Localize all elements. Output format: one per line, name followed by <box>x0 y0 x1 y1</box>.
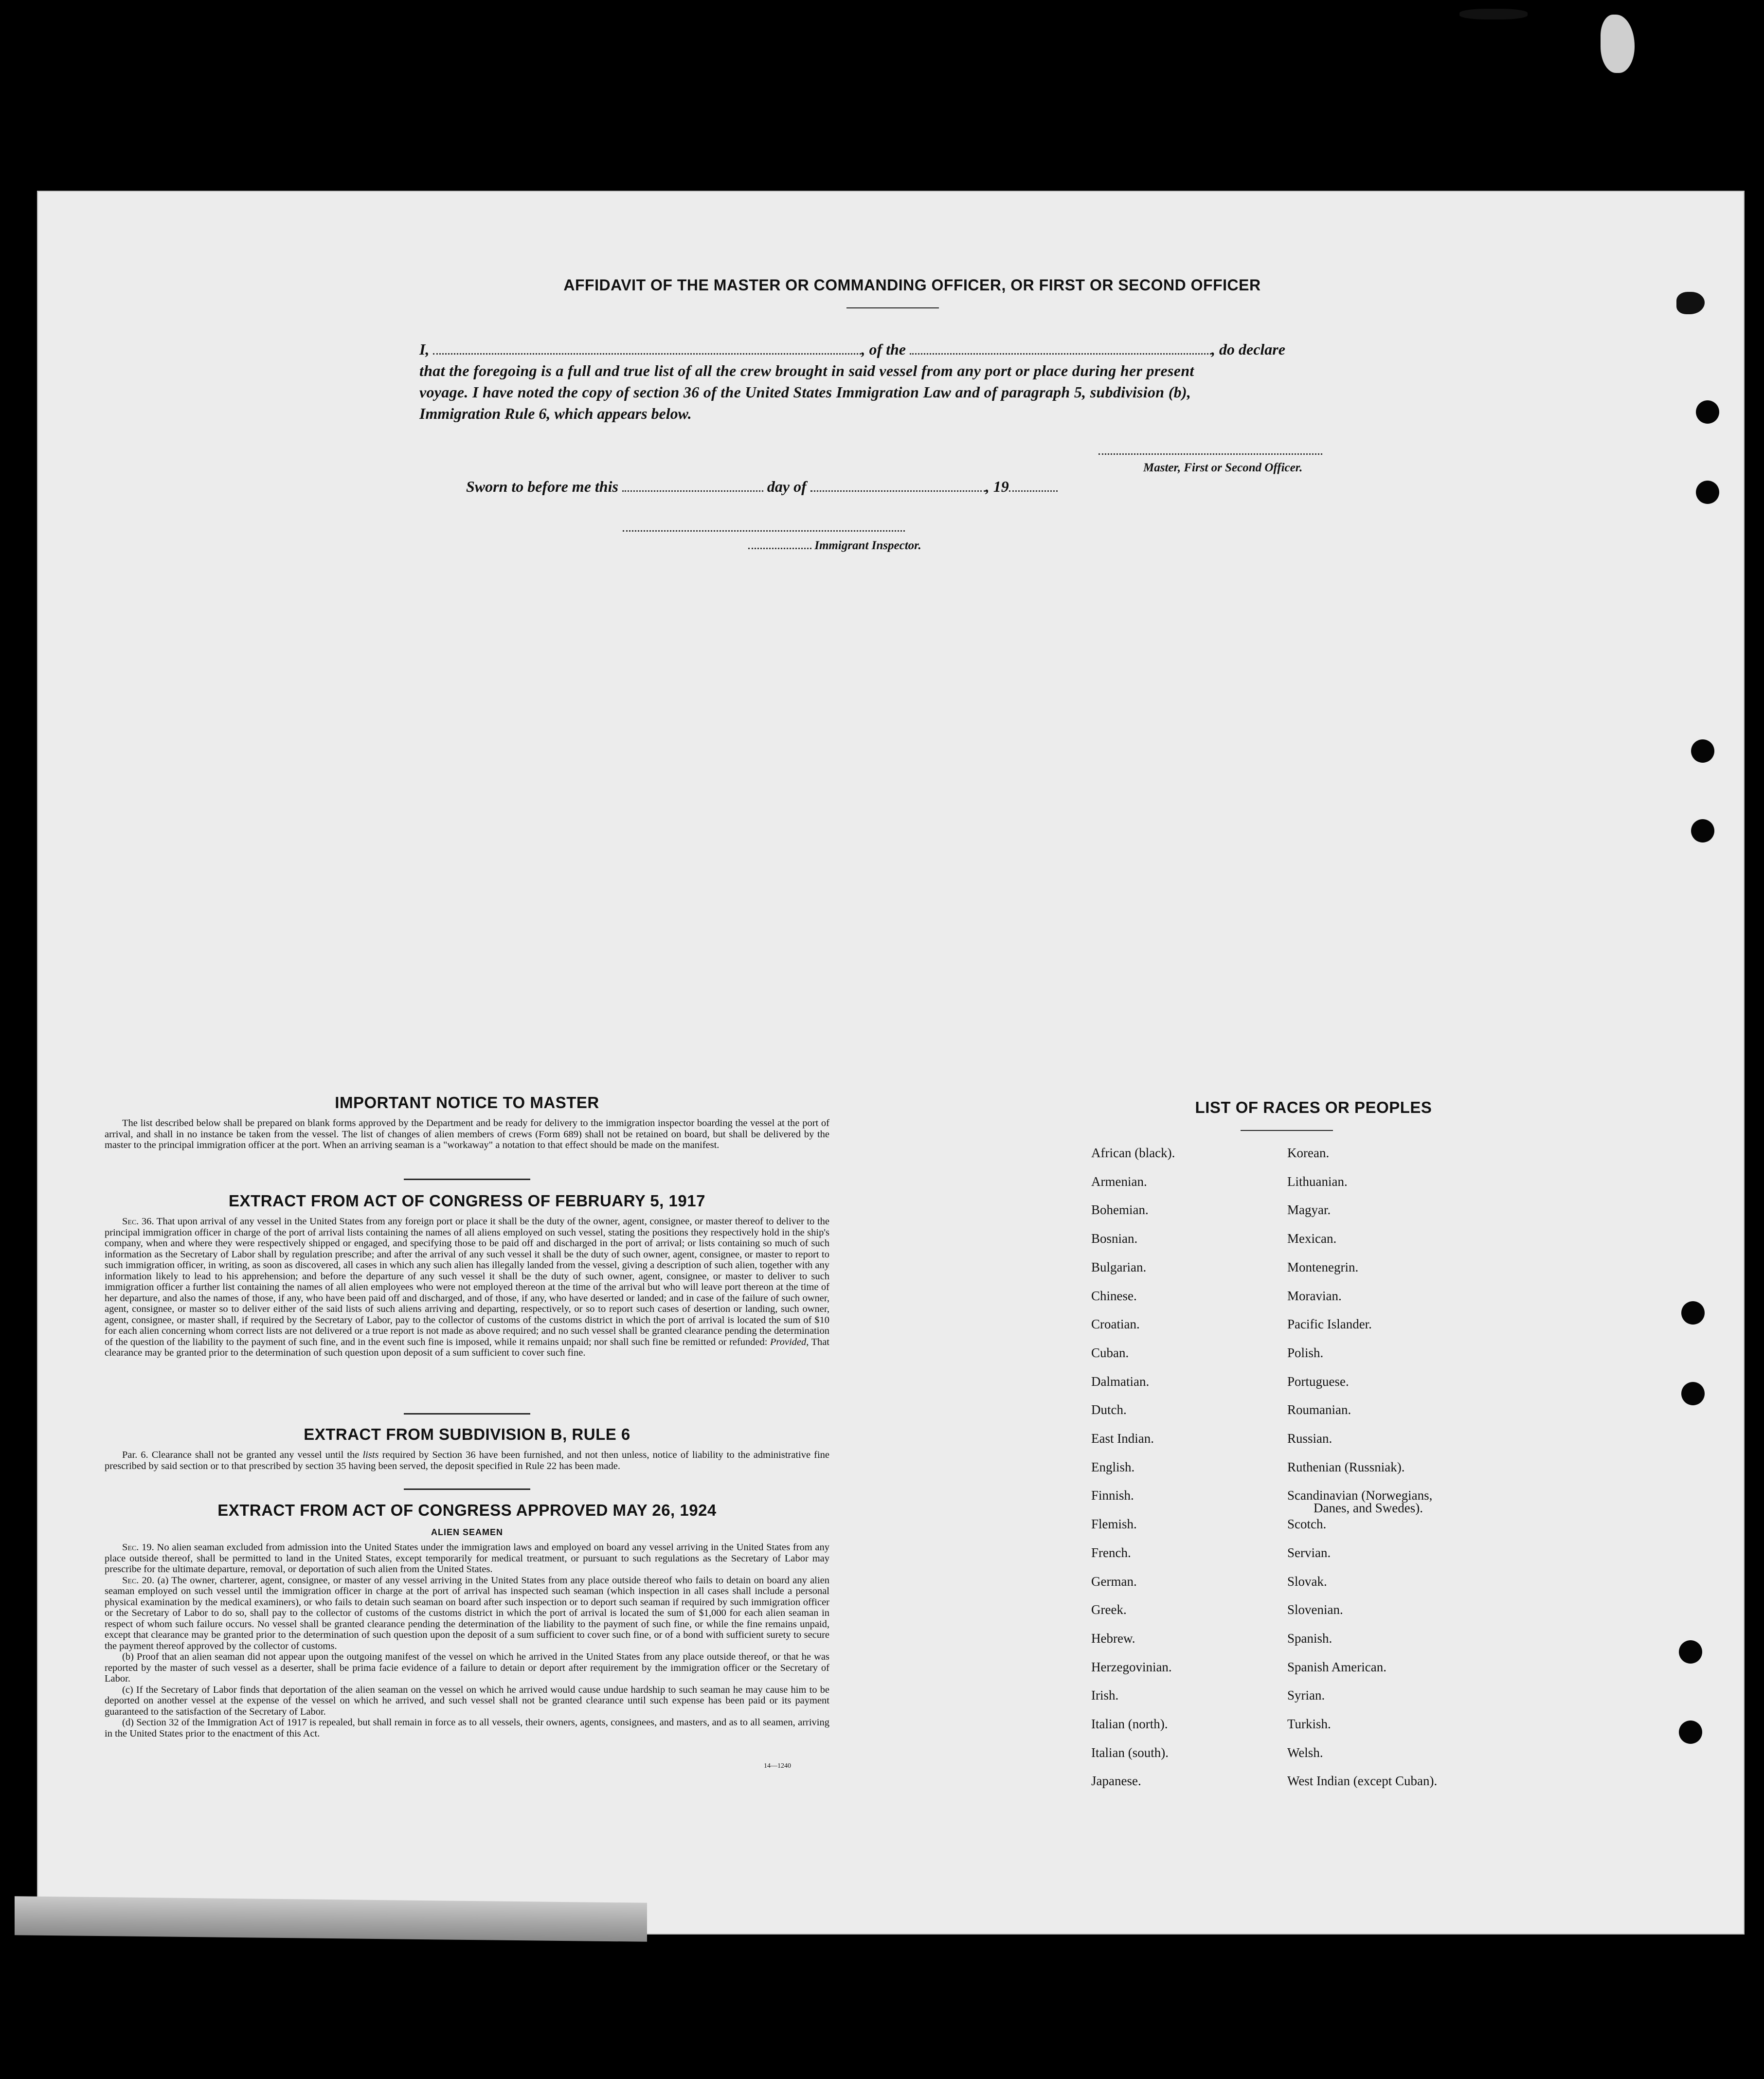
affidavit-title: AFFIDAVIT OF THE MASTER OR COMMANDING OFFICER, OR FIRST OR SECOND OFFICER <box>563 276 1261 294</box>
notice-paragraph: The list described below shall be prepared on blank forms approved by the Department and be ready for delivery to the immigration inspector boarding the vessel at the port of arrival, and shall in no instance be taken from the vessel. The list of changes of alien members of crews (Form 689) shall not be retained on board, but shall be delivered by the master to the principal immigration officer at the port. When an arriving seaman is a "workaway" a notation to that effect should be made on the manifest. <box>105 1118 829 1150</box>
sec36-paragraph <box>105 1216 829 1359</box>
race-item: Slovak. <box>1287 1574 1327 1589</box>
declare-label: , do declare <box>1211 341 1285 358</box>
race-item: Russian. <box>1287 1431 1332 1446</box>
affidavit-line2: that the foregoing is a full and true list of all the crew brought in said vessel from any port or place during her present <box>419 362 1194 379</box>
race-item: Armenian. <box>1091 1174 1147 1189</box>
notice-text <box>105 1118 829 1151</box>
race-item: Montenegrin. <box>1287 1259 1359 1274</box>
provided-label: Provided, <box>770 1336 809 1347</box>
race-item: Flemish. <box>1091 1517 1137 1532</box>
title-rule <box>846 307 939 308</box>
sec20a-text: (a) The owner, charterer, agent, consignee, or master of any vessel arriving in the United States from any place outside thereof who fails to detain on board any alien seaman employed on such vessel until the immigration officer in charge at the port of arrival has inspected such seaman (which inspection in all cases shall include a personal physical examination by the medical examiners), or who fails to detain such seaman on board after such inspection or to deport such seaman if required by such immigration officer or the Secretary of Labor to do so, shall pay to the collector of customs of the customs district in which the port of arrival is located the sum of $1,000 for each alien seaman in respect of whom such failure occurs. No vessel shall be granted clearance pending the determination of the liability to the payment of such fine, or while the fine remains unpaid, except that clearance may be granted prior to the determination of such question upon the deposit of a sum sufficient to cover such fine, or of a bond with sufficient surety to secure the payment thereof approved by the collector of customs. <box>105 1575 829 1651</box>
lists-label: lists <box>362 1450 379 1460</box>
binder-hole-icon <box>1681 1382 1705 1405</box>
race-item: Cuban. <box>1091 1345 1129 1360</box>
binder-hole-icon <box>1696 481 1719 504</box>
race-item: Herzegovinian. <box>1091 1659 1172 1674</box>
binder-hole-icon <box>1679 1640 1702 1664</box>
race-item: Italian (north). <box>1091 1717 1168 1732</box>
race-item: East Indian. <box>1091 1431 1154 1446</box>
sworn-day-field[interactable] <box>622 478 763 492</box>
race-item: Servian. <box>1287 1545 1331 1560</box>
race-item: Ruthenian (Russniak). <box>1287 1459 1405 1474</box>
extract-1917-title: EXTRACT FROM ACT OF CONGRESS OF FEBRUARY 5, 1917 <box>229 1192 705 1210</box>
sec20c-paragraph: (c) If the Secretary of Labor finds that deportation of the alien seaman on the vessel on which he arrived would cause undue hardship to such seaman he may cause him to be deported on another vessel at the expense of the vessel on which he arrived, and such vessel shall not be granted clearance until such expense has been paid or its payment guaranteed to the satisfaction of the Secretary of Labor. <box>105 1684 829 1717</box>
races-title: LIST OF RACES OR PEOPLES <box>1195 1098 1432 1116</box>
race-item: Chinese. <box>1091 1288 1137 1303</box>
day-of-label: day of <box>767 478 807 495</box>
race-item: Lithuanian. <box>1287 1174 1348 1189</box>
par6-text-b: required by Section 36 have been furnished, and not then unless, notice of liability to the administrative fine prescribed by said section or to that prescribed by section 35 having been served, the deposit specified in Rule 22 has been made. <box>105 1450 830 1471</box>
race-item: Portuguese. <box>1287 1374 1349 1389</box>
inspector-line <box>748 539 921 553</box>
sec20a-paragraph <box>105 1575 829 1652</box>
race-item: Scandinavian (Norwegians, <box>1287 1488 1433 1503</box>
sworn-year-field[interactable] <box>1009 478 1058 492</box>
race-item: Hebrew. <box>1091 1631 1135 1646</box>
sec19-text: No alien seaman excluded from admission into the United States under the immigration laws and employed on board any vessel arriving in the United States from any place outside thereof, shall be permitted to land in the United States, except temporarily for medical treatment, or pursuant to such regulations as the Secretary of Labor may prescribe for the ultimate departure, removal, or deportation of such alien from the United States. <box>105 1542 830 1575</box>
race-item: Croatian. <box>1091 1317 1140 1332</box>
vessel-field[interactable] <box>910 341 1211 355</box>
notice-title: IMPORTANT NOTICE TO MASTER <box>335 1093 599 1111</box>
sec19-paragraph <box>105 1542 829 1575</box>
sec36-text-end: That clearance may be granted prior to the determination of such question upon deposit of a sum sufficient to cover such fine. <box>105 1336 830 1358</box>
sec19-label: Sec. 19. <box>122 1542 154 1553</box>
race-item: Scotch. <box>1287 1517 1327 1532</box>
race-item: Polish. <box>1287 1345 1324 1360</box>
sworn-label: Sworn to before me this <box>466 478 618 495</box>
inspector-signature-field[interactable] <box>623 530 905 532</box>
binder-hole-icon <box>1691 819 1714 842</box>
master-signature-field[interactable] <box>1098 453 1322 455</box>
sec36-text: That upon arrival of any vessel in the United States from any foreign port or place it shall be the duty of the owner, agent, consignee, or master thereof to deliver to the principal immigration officer in charge of the port of arrival lists containing the names of all aliens employed on such vessel, stating the positions they respectively hold in the ship's company, when and where they were respectively shipped or engaged, and specifying those to be paid off and discharged in the port of arrival; or lists containing so much of such information as the Secretary of Labor shall by regulation prescribe; and after the arrival of any such vessel it shall be the duty of such owner, agent, consignee, or master to report to such immigration officer, in writing, as soon as discovered, all cases in which any such alien has illegally landed from the vessel, giving a description of such alien, together with any information likely to lead to his apprehension; and before the departure of any such vessel it shall be the duty of such owner, agent, consignee, or master to deliver to such immigration officer a further list containing the names of all alien employees who were not employed thereon at the time of the arrival but who will leave port thereon at the time of her departure, and also the names of those, if any, who have been paid off and discharged, and of those, if any, who have deserted or landed; and in case of the failure of such owner, agent, consignee, or master so to deliver either of the said lists of such aliens arriving and departing, respectively, or so to report such cases of desertion or landing, such owner, agent, consignee, or master shall, if required by the Secretary of Labor, pay to the collector of customs of the customs district in which the port of arrival is located the sum of $10 for each alien concerning whom correct lists are not delivered or a true report is not made as above required; and no such vessel shall be granted clearance pending the determination of the question of the liability to the payment of such fine, and in the event such fine is imposed, while it remains unpaid; nor shall such fine be remitted or refunded: <box>105 1216 829 1347</box>
year-label: , 19 <box>985 478 1009 495</box>
extract-1924-title: EXTRACT FROM ACT OF CONGRESS APPROVED MAY 26, 1924 <box>217 1501 717 1519</box>
master-label: Master, First or Second Officer. <box>1143 461 1303 474</box>
race-item: Italian (south). <box>1091 1745 1169 1760</box>
section-rule <box>404 1413 530 1415</box>
race-item: English. <box>1091 1459 1135 1474</box>
affidavit-line4: Immigration Rule 6, which appears below. <box>419 405 692 422</box>
race-item: Greek. <box>1091 1602 1127 1617</box>
race-item: Bosnian. <box>1091 1231 1138 1246</box>
alien-seamen-subtitle: ALIEN SEAMEN <box>431 1527 503 1537</box>
binder-hole-icon <box>1681 1301 1705 1325</box>
races-title-rule <box>1241 1130 1333 1131</box>
section-rule <box>404 1179 530 1180</box>
ink-blot <box>1459 9 1528 19</box>
scandinavian-continuation: Danes, and Swedes). <box>1314 1501 1423 1515</box>
race-item: Dutch. <box>1091 1402 1127 1417</box>
inspector-prefix-dots <box>748 539 811 549</box>
sec20-label: Sec. 20. <box>122 1575 155 1586</box>
of-the-label: , of the <box>861 341 906 358</box>
form-number: 14—1240 <box>764 1762 791 1770</box>
par6-text-a: Par. 6. Clearance shall not be granted any vessel until the <box>122 1450 360 1460</box>
name-field[interactable] <box>433 341 861 355</box>
race-item: Irish. <box>1091 1688 1119 1703</box>
sworn-line <box>466 478 1058 496</box>
extract-rule6-text <box>105 1450 829 1471</box>
section-rule <box>404 1488 530 1490</box>
race-item: German. <box>1091 1574 1137 1589</box>
page-edge-shadow <box>15 1896 647 1942</box>
sec20b-paragraph: (b) Proof that an alien seaman did not appear upon the outgoing manifest of the vessel on which he arrived in the United States from any place outside thereof, or that he was reported by the master of such vessel as a deserter, shall be prima facie evidence of a failure to detain or deport after requirement by the immigration officer or the Secretary of Labor. <box>105 1651 829 1684</box>
paper-tear <box>1601 15 1635 73</box>
binder-hole-icon <box>1679 1721 1702 1744</box>
race-item: Japanese. <box>1091 1774 1141 1789</box>
race-item: Magyar. <box>1287 1202 1331 1218</box>
affidavit-line3: voyage. I have noted the copy of section 36 of the United States Immigration Law and of paragraph 5, subdivision (b), <box>419 383 1191 401</box>
race-item: Finnish. <box>1091 1488 1134 1503</box>
sec20d-paragraph: (d) Section 32 of the Immigration Act of 1917 is repealed, but shall remain in force as to all vessels, their owners, agents, consignees, and masters, and as to all seamen, arriving in the United States prior to the enactment of this Act. <box>105 1717 829 1739</box>
binder-hole-icon <box>1696 400 1719 424</box>
race-item: Slovenian. <box>1287 1602 1343 1617</box>
race-item: Pacific Islander. <box>1287 1317 1372 1332</box>
race-item: Bulgarian. <box>1091 1259 1147 1274</box>
race-item: French. <box>1091 1545 1131 1560</box>
race-item: Welsh. <box>1287 1745 1323 1760</box>
race-item: West Indian (except Cuban). <box>1287 1774 1438 1789</box>
race-item: Roumanian. <box>1287 1402 1351 1417</box>
race-item: Dalmatian. <box>1091 1374 1150 1389</box>
par6-paragraph <box>105 1450 829 1471</box>
inspector-label: Immigrant Inspector. <box>814 539 921 552</box>
sworn-month-field[interactable] <box>810 478 986 492</box>
race-item: Korean. <box>1287 1146 1330 1160</box>
races-right-column <box>1287 1139 1437 1795</box>
race-item: Turkish. <box>1287 1717 1331 1732</box>
race-item: Spanish American. <box>1287 1659 1386 1674</box>
race-item: Bohemian. <box>1091 1202 1149 1218</box>
races-left-column <box>1091 1139 1175 1795</box>
race-item: African (black). <box>1091 1146 1175 1160</box>
binder-hole-icon <box>1691 739 1714 763</box>
race-item: Moravian. <box>1287 1288 1342 1303</box>
affidavit-declaration-line <box>419 341 1363 358</box>
race-item: Spanish. <box>1287 1631 1332 1646</box>
extract-rule6-title: EXTRACT FROM SUBDIVISION B, RULE 6 <box>304 1425 630 1443</box>
sec36-label: Sec. 36. <box>122 1216 154 1227</box>
race-item: Syrian. <box>1287 1688 1325 1703</box>
extract-1924-text <box>105 1542 829 1739</box>
extract-1917-text <box>105 1216 829 1359</box>
race-item: Mexican. <box>1287 1231 1337 1246</box>
i-label: I, <box>419 341 430 358</box>
